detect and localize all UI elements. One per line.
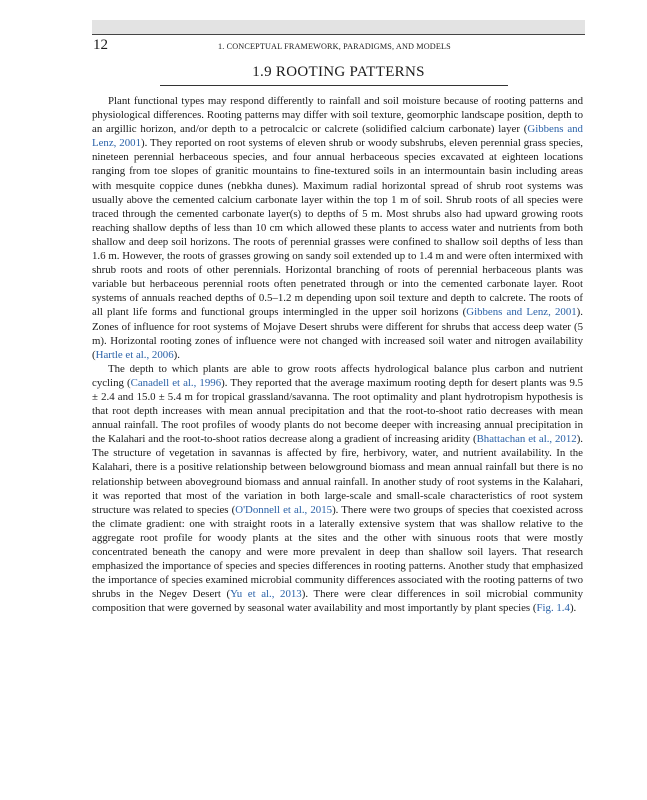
- citation-link[interactable]: O'Donnell et al., 2015: [235, 503, 333, 516]
- paragraph-2: [92, 362, 583, 616]
- citation-link[interactable]: Canadell et al., 1996: [130, 376, 222, 389]
- section-title-rule: [160, 85, 508, 86]
- header-rule: [92, 34, 585, 35]
- figure-link[interactable]: Fig. 1.4: [536, 602, 570, 615]
- text-span: ).: [569, 602, 577, 615]
- section-title: 1.9 ROOTING PATTERNS: [252, 64, 425, 80]
- text-span: Plant functional types may respond differently to rainfall and soil moisture because of rooting patterns and physiological differences. Rooting patterns may differ with soil texture, geomorphic landscape position, depth to an argillic horizon, and/or depth to a petrocalcic or calcrete (solidified calcium carbonate) layer (: [92, 95, 583, 136]
- header-shade-bar: [92, 20, 585, 34]
- citation-link[interactable]: Hartle et al., 2006: [95, 348, 174, 361]
- citation-link[interactable]: Gibbens and Lenz, 2001: [466, 306, 577, 319]
- citation-link[interactable]: Gibbens and Lenz, 2001: [92, 123, 583, 150]
- text-span: ). They reported on root systems of eleven shrub or woody subshrubs, eleven perennial grass species, nineteen perennial herbaceous species, and four annual herbaceous species excavated at eighteen locations ranging from toe slopes of granitic mountains to fine-textured soils in an intermountain basin including areas with mesquite coppice dunes (nebkha dunes). Maximum radial horizontal spread of shrub root systems was usually above the cemented calcium carbonate layer within the top 1 m of soil. Shrub roots of all species were traced through the cemented carbonate layer(s) to depths of 5 m. Most shrubs also had upward growing roots reaching shallow depths of less than 10 cm which allowed these plants to access water and nutrients from both shallow and deep soil horizons. The roots of perennial grasses were confined to shallow soil depths of less than 1.6 m. However, the roots of grasses growing on sandy soil extended up to 1.4 m and were often intermixed with shrub roots and roots of other perennials. Horizontal branching of roots of perennial herbaceous plants was variable but herbaceous perennial roots often penetrated through or into the cemented carbonate layer. Root systems of annuals reached depths of 0.5–1.2 m depending upon soil texture and depth to calcrete. The roots of all plant life forms and functional groups intermingled in the upper soil horizons (: [92, 137, 583, 319]
- text-span: ). They reported that the average maximum rooting depth for desert plants was 9.5 ± 2.4 and 15.0 ± 5.4 m for tropical grassland/savanna. The root optimality and plant hydrotropism hypothesis is that root depth increases with mean annual precipitation and that the root-to-shoot ratio decreases with mean annual rainfall. The root profiles of woody plants do not become deeper with increasing annual precipitation in the Kalahari and the root-to-shoot ratios decrease along a gradient of increasing aridity (: [92, 376, 583, 446]
- body-text: [92, 94, 583, 615]
- text-span: The depth to which plants are able to grow roots affects hydrological balance plus carbon and nutrient cycling (: [92, 362, 583, 389]
- text-span: ). The structure of vegetation in savannas is affected by fire, herbivory, water, and nutrient availability. In the Kalahari, there is a positive relationship between belowground biomass and mean annual rainfall but there is no relationship between aboveground biomass and annual rainfall. In another study of root systems in the Kalahari, it was reported that most of the variation in both large-scale and small-scale characteristics of root system structure was related to species (: [92, 433, 584, 516]
- running-head: 1. CONCEPTUAL FRAMEWORK, PARADIGMS, AND MODELS: [218, 42, 451, 51]
- paragraph-1: [92, 94, 583, 362]
- text-span: ). There were clear differences in soil microbial community composition that were governed by seasonal water availability and most importantly by plant species (: [92, 588, 583, 615]
- citation-link[interactable]: Bhattachan et al., 2012: [476, 433, 577, 446]
- text-span: ). There were two groups of species that coexisted across the climate gradient: one with straight roots in a laterally extensive system that was shallow relative to the aggregate root profile for woody plants at the sites and the other with sinuous roots that were mostly concentrated beneath the canopy and were more prevalent in deep than shallow soil layers. That research emphasized the importance of species and species differences in rooting patterns. Another study that emphasized the importance of species examined microbial community differences associated with the rooting patterns of two shrubs in the Negev Desert (: [92, 503, 583, 601]
- text-span: ). Zones of influence for root systems of Mojave Desert shrubs were different for shrubs that access deep water (5 m). Horizontal rooting zones of influence were not changed with increased soil water and nitrogen availability (: [92, 306, 583, 361]
- page-number: 12: [93, 37, 108, 53]
- text-span: ).: [173, 348, 180, 361]
- citation-link[interactable]: Yu et al., 2013: [230, 588, 302, 601]
